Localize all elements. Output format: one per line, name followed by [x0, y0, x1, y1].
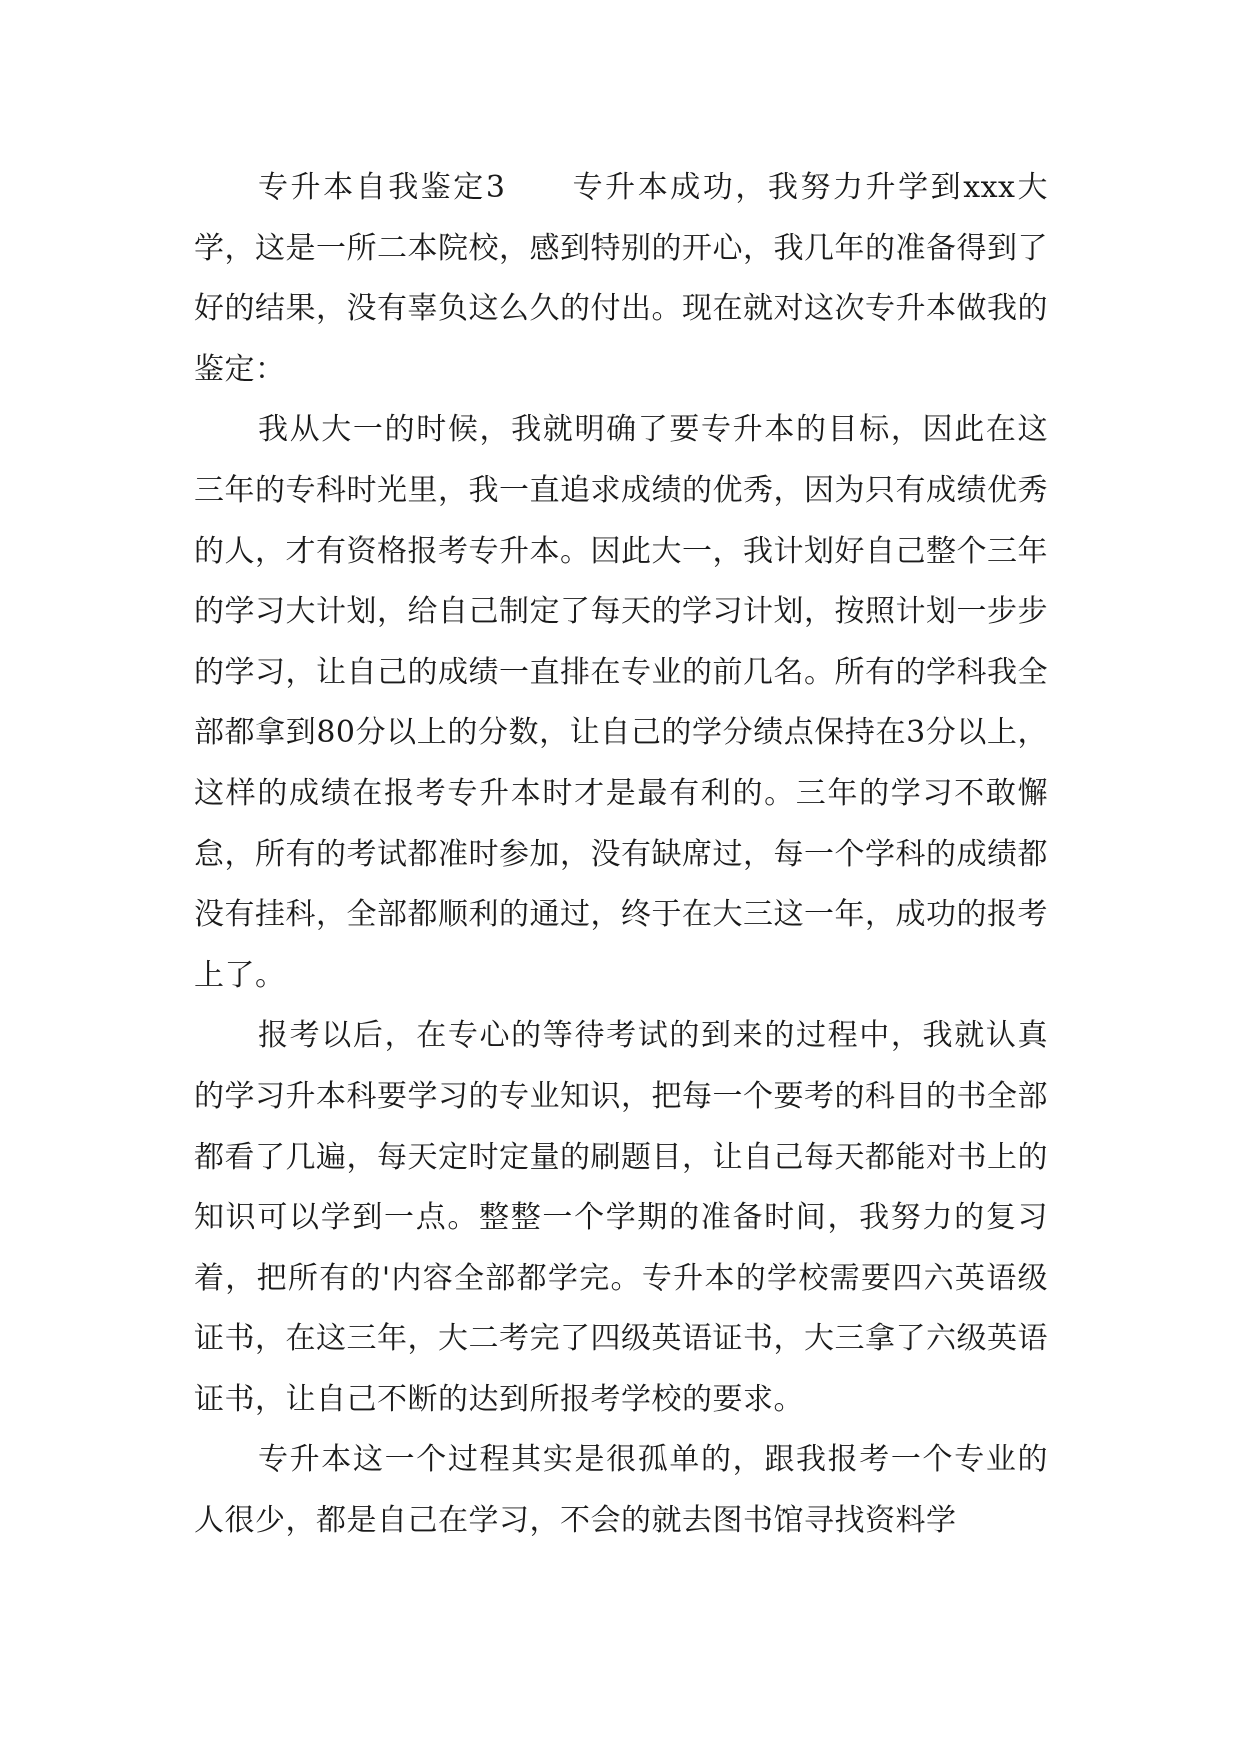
- paragraph-study-plan: 我从大一的时候，我就明确了要专升本的目标，因此在这三年的专科时光里，我一直追求成绩的优秀，因为只有成绩优秀的人，才有资格报考专升本。因此大一，我计划好自己整个三年的学习大计划，给自己制定了每天的学习计划，按照计划一步步的学习，让自己的成绩一直排在专业的前几名。所有的学科我全部都拿到80分以上的分数，让自己的学分绩点保持在3分以上，这样的成绩在报考专升本时才是最有利的。三年的学习不敢懈怠，所有的考试都准时参加，没有缺席过，每一个学科的成绩都没有挂科，全部都顺利的通过，终于在大三这一年，成功的报考上了。: [194, 412, 1048, 993]
- paragraph-exam-preparation: 报考以后，在专心的等待考试的到来的过程中，我就认真的学习升本科要学习的专业知识，把每一个要考的科目的书全部都看了几遍，每天定时定量的刷题目，让自己每天都能对书上的知识可以学到一点。整整一个学期的准备时间，我努力的复习着，把所有的'内容全部都学完。专升本的学校需要四六英语级证书，在这三年，大二考完了四级英语证书，大三拿了六级英语证书，让自己不断的达到所报考学校的要求。: [194, 1018, 1048, 1417]
- paragraph-intro: 专升本自我鉴定3 专升本成功，我努力升学到xxx大学，这是一所二本院校，感到特别的开心，我几年的准备得到了好的结果，没有辜负这么久的付出。现在就对这次专升本做我的鉴定：: [194, 170, 1048, 387]
- document-body: [194, 158, 1048, 1552]
- paragraph-solitary-process: 专升本这一个过程其实是很孤单的，跟我报考一个专业的人很少，都是自己在学习，不会的就去图书馆寻找资料学: [194, 1442, 1048, 1539]
